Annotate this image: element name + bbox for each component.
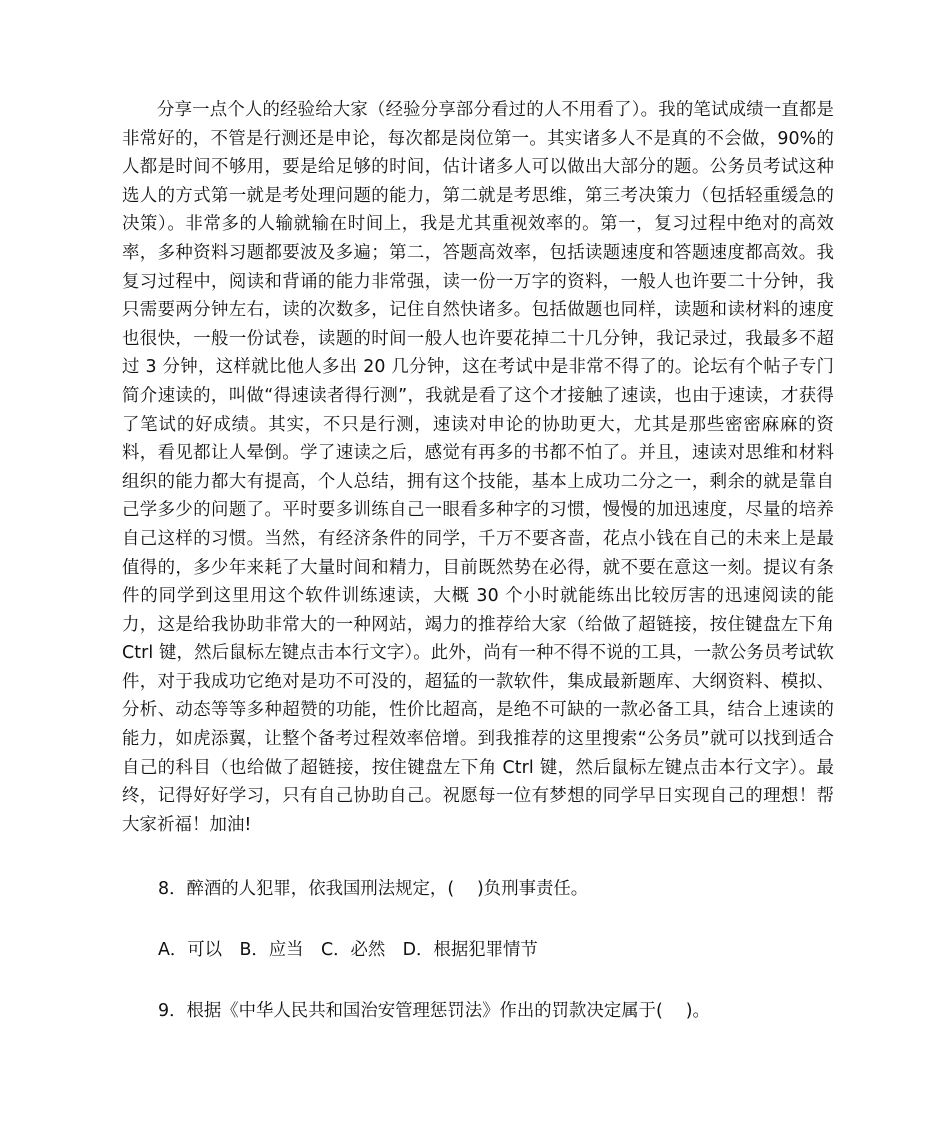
experience-paragraph: 分享一点个人的经验给大家（经验分享部分看过的人不用看了）。我的笔试成绩一直都是非常好的，不管是行测还是申论，每次都是岗位第一。其实诸多人不是真的不会做，90%的人都是时间不够用，要是给足够的时间，估计诸多人可以做出大部分的题。公务员考试这种选人的方式第一就是考处理问题的能力，第二就是考思维，第三考决策力（包括轻重缓急的决策）。非常多的人输就输在时间上，我是尤其重视效率的。第一，复习过程中绝对的高效率，多种资料习题都要波及多遍；第二，答题高效率，包括读题速度和答题速度都高效。我复习过程中，阅读和背诵的能力非常强，读一份一万字的资料，一般人也许要二十分钟，我只需要两分钟左右，读的次数多，记住自然快诸多。包括做题也同样，读题和读材料的速度也很快，一般一份试卷，读题的时间一般人也许要花掉二十几分钟，我记录过，我最多不超过 3 分钟，这样就比他人多出 20 几分钟，这在考试中是非常不得了的。论坛有个帖子专门简介速读的，叫做“得速读者得行测”，我就是看了这个才接触了速读，也由于速读，才获得了笔试的好成绩。其实，不只是行测，速读对申论的协助更大，尤其是那些密密麻麻的资料，看见都让人晕倒。学了速读之后，感觉有再多的书都不怕了。并且，速读对思维和材料组织的能力都大有提高，个人总结，拥有这个技能，基本上成功二分之一，剩余的就是靠自己学多少的问题了。平时要多训练自己一眼看多种字的习惯，慢慢的加迅速度，尽量的培养自己这样的习惯。当然，有经济条件的同学，千万不要吝啬，花点小钱在自己的未来上是最值得的，多少年来耗了大量时间和精力，目前既然势在必得，就不要在意这一刻。提议有条件的同学到这里用这个软件训练速读，大概 30 个小时就能练出比较厉害的迅速阅读的能力，这是给我协助非常大的一种网站，竭力的推荐给大家（给做了超链接，按住键盘左下角 Ctrl 键，然后鼠标左键点击本行文字）。此外，尚有一种不得不说的工具，一款公务员考试软件，对于我成功它绝对是功不可没的，超猛的一款软件，集成最新题库、大纲资料、模拟、分析、动态等等多种超赞的功能，性价比超高，是绝不可缺的一款必备工具，结合上速读的能力，如虎添翼，让整个备考过程效率倍增。到我推荐的这里搜索“公务员”就可以找到适合自己的科目（也给做了超链接，按住键盘左下角 Ctrl 键，然后鼠标左键点击本行文字）。最终，记得好好学习，只有自己协助自己。祝愿每一位有梦想的同学早日实现自己的理想！帮大家祈福！加油! bbox=[122, 100, 834, 835]
question-8-options: A．可以 B．应当 C．必然 D．根据犯罪情节 bbox=[158, 940, 538, 960]
question-8: 8．醉酒的人犯罪，依我国刑法规定，( )负刑事责任。 bbox=[158, 879, 589, 899]
question-9: 9．根据《中华人民共和国治安管理惩罚法》作出的罚款决定属于( )。 bbox=[158, 1001, 710, 1021]
